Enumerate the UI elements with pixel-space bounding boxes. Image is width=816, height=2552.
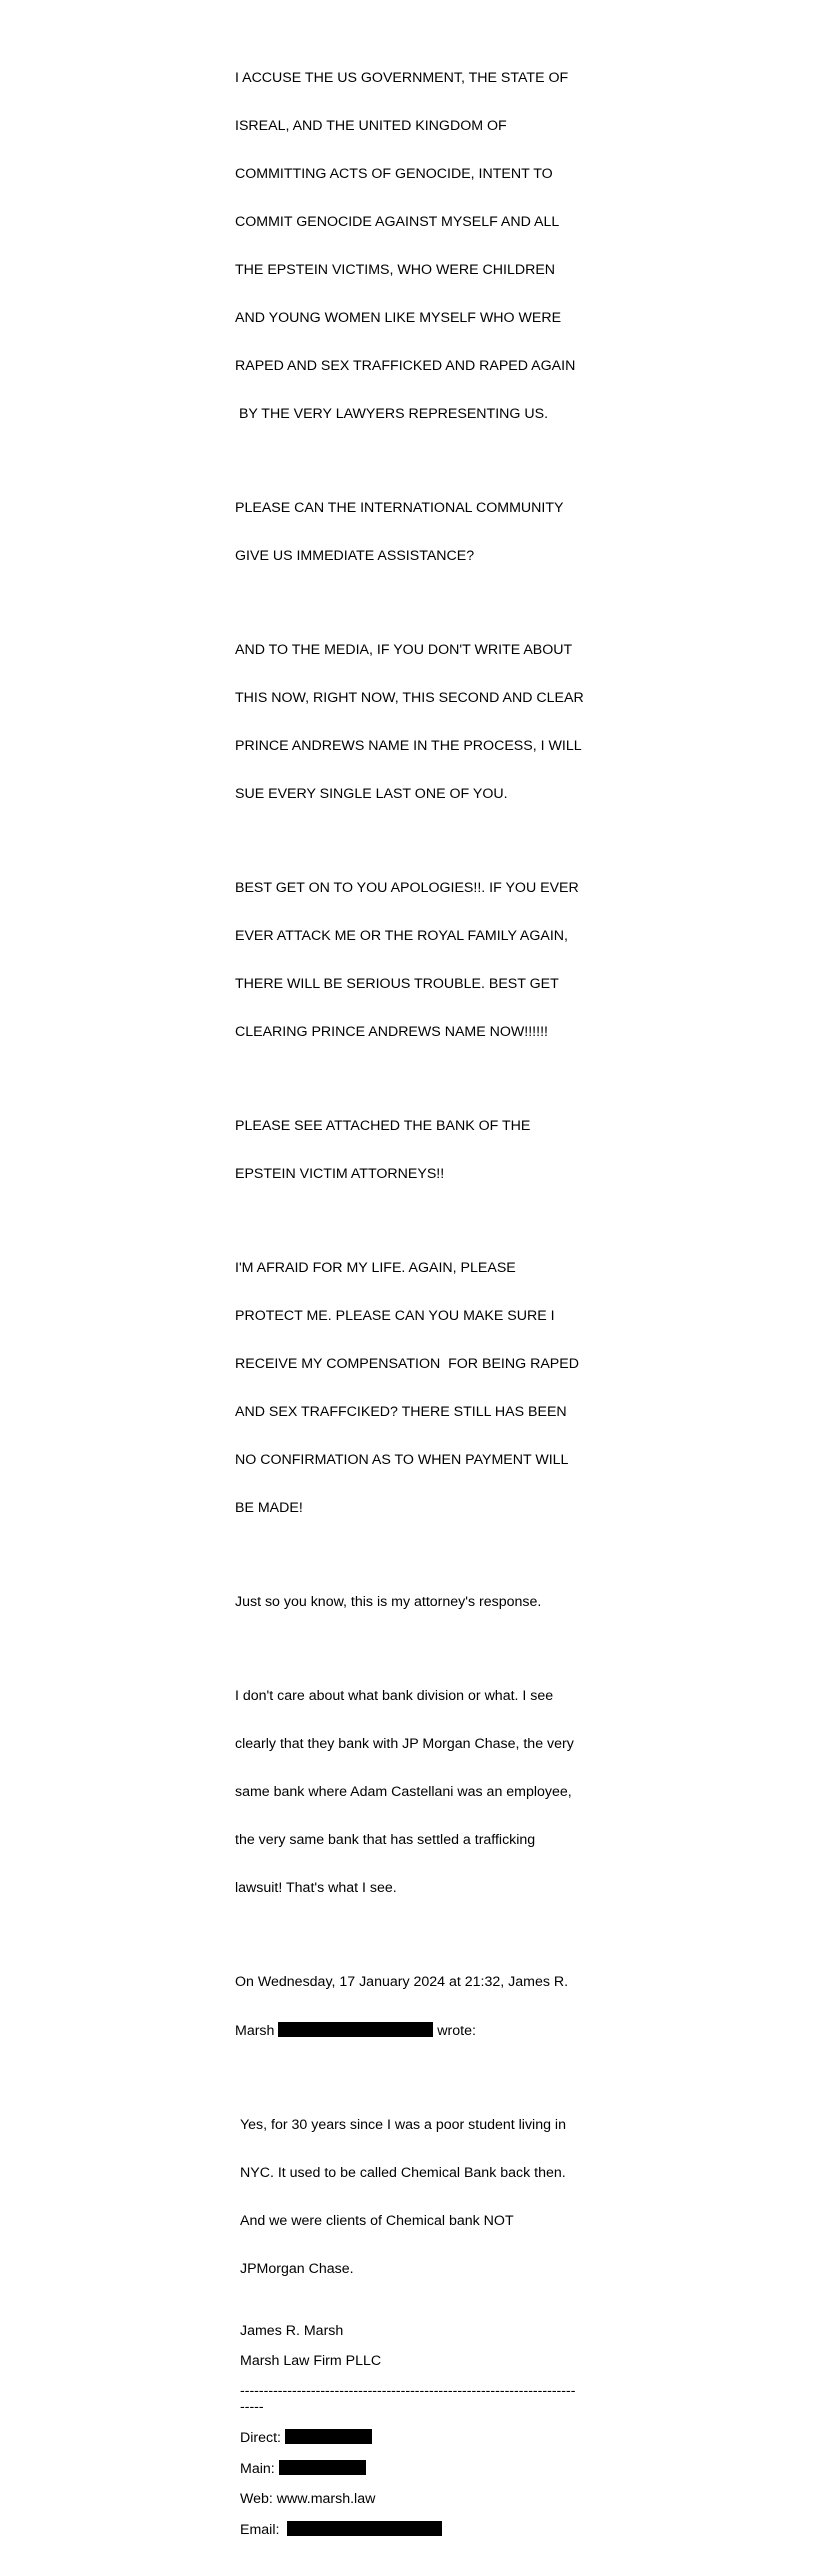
text-line: BEST GET ON TO YOU APOLOGIES!!. IF YOU EVER	[235, 880, 579, 896]
text-line: JPMorgan Chase.	[240, 2261, 354, 2277]
text-line: lawsuit! That's what I see.	[235, 1880, 397, 1896]
text-line: BY THE VERY LAWYERS REPRESENTING US.	[235, 406, 549, 422]
text-line: RAPED AND SEX TRAFFICKED AND RAPED AGAIN	[235, 358, 576, 374]
reply-header-line: On Wednesday, 17 January 2024 at 21:32, James R.	[235, 1974, 569, 1990]
text-line: SUE EVERY SINGLE LAST ONE OF YOU.	[235, 786, 508, 802]
text-line: Just so you know, this is my attorney's response.	[235, 1594, 542, 1610]
reply-wrote-label: wrote:	[433, 2023, 476, 2039]
text-line: ISREAL, AND THE UNITED KINGDOM OF	[235, 118, 507, 134]
redacted-email-block	[278, 2022, 433, 2037]
signature-firm: Marsh Law Firm PLLC	[240, 2353, 382, 2369]
email-document	[235, 38, 585, 2552]
text-line: the very same bank that has settled a trafficking	[235, 1832, 536, 1848]
paragraph-international-plea	[235, 468, 585, 596]
paragraph-accusation	[235, 38, 585, 454]
text-line: BE MADE!	[235, 1500, 303, 1516]
paragraph-compensation	[235, 1228, 585, 1548]
redacted-main-phone-block	[279, 2460, 366, 2475]
text-line: PLEASE CAN THE INTERNATIONAL COMMUNITY	[235, 500, 564, 516]
text-line: I'M AFRAID FOR MY LIFE. AGAIN, PLEASE	[235, 1260, 516, 1276]
direct-label: Direct:	[240, 2430, 285, 2446]
signature-separator: ----------------------------------------------------------------------------	[240, 2383, 576, 2415]
text-line: THIS NOW, RIGHT NOW, THIS SECOND AND CLEAR	[235, 690, 584, 706]
email-label: Email:	[240, 2522, 288, 2538]
quoted-reply	[235, 2085, 585, 2538]
paragraph-attachment-note	[235, 1086, 585, 1214]
reply-header	[235, 1942, 585, 2071]
text-line: clearly that they bank with JP Morgan Chase, the very	[235, 1736, 574, 1752]
redacted-email-address-block	[287, 2521, 442, 2536]
text-line: I don't care about what bank division or what. I see	[235, 1688, 554, 1704]
paragraph-bank-comment	[235, 1656, 585, 1928]
text-line: AND YOUNG WOMEN LIKE MYSELF WHO WERE	[235, 310, 562, 326]
text-line: PROTECT ME. PLEASE CAN YOU MAKE SURE I	[235, 1308, 555, 1324]
paragraph-apologies	[235, 848, 585, 1072]
signature-name: James R. Marsh	[240, 2323, 344, 2339]
text-line: THE EPSTEIN VICTIMS, WHO WERE CHILDREN	[235, 262, 556, 278]
reply-sender-name: Marsh	[235, 2023, 279, 2039]
quoted-body	[240, 2085, 585, 2309]
text-line: NYC. It used to be called Chemical Bank back then.	[240, 2165, 566, 2181]
signature-direct	[240, 2429, 585, 2446]
signature-web: Web: www.marsh.law	[240, 2491, 376, 2507]
redacted-direct-phone-block	[285, 2429, 372, 2444]
paragraph-attorney-response-intro	[235, 1562, 585, 1642]
text-line: CLEARING PRINCE ANDREWS NAME NOW!!!!!!	[235, 1024, 548, 1040]
main-label: Main:	[240, 2461, 279, 2477]
text-line: EPSTEIN VICTIM ATTORNEYS!!	[235, 1166, 445, 1182]
text-line: RECEIVE MY COMPENSATION FOR BEING RAPED	[235, 1356, 579, 1372]
text-line: same bank where Adam Castellani was an employee,	[235, 1784, 572, 1800]
text-line: AND TO THE MEDIA, IF YOU DON'T WRITE ABOUT	[235, 642, 573, 658]
text-line: And we were clients of Chemical bank NOT	[240, 2213, 514, 2229]
text-line: COMMITTING ACTS OF GENOCIDE, INTENT TO	[235, 166, 553, 182]
text-line: Yes, for 30 years since I was a poor student living in	[240, 2117, 566, 2133]
text-line: PRINCE ANDREWS NAME IN THE PROCESS, I WILL	[235, 738, 582, 754]
text-line: GIVE US IMMEDIATE ASSISTANCE?	[235, 548, 475, 564]
signature-main	[240, 2460, 585, 2477]
paragraph-media-warning	[235, 610, 585, 834]
signature-email	[240, 2521, 585, 2538]
text-line: NO CONFIRMATION AS TO WHEN PAYMENT WILL	[235, 1452, 569, 1468]
text-line: AND SEX TRAFFCIKED? THERE STILL HAS BEEN	[235, 1404, 567, 1420]
text-line: I ACCUSE THE US GOVERNMENT, THE STATE OF	[235, 70, 569, 86]
reply-header-line	[235, 2022, 585, 2039]
text-line: COMMIT GENOCIDE AGAINST MYSELF AND ALL	[235, 214, 560, 230]
text-line: EVER ATTACK ME OR THE ROYAL FAMILY AGAIN,	[235, 928, 568, 944]
text-line: THERE WILL BE SERIOUS TROUBLE. BEST GET	[235, 976, 559, 992]
text-line: PLEASE SEE ATTACHED THE BANK OF THE	[235, 1118, 531, 1134]
